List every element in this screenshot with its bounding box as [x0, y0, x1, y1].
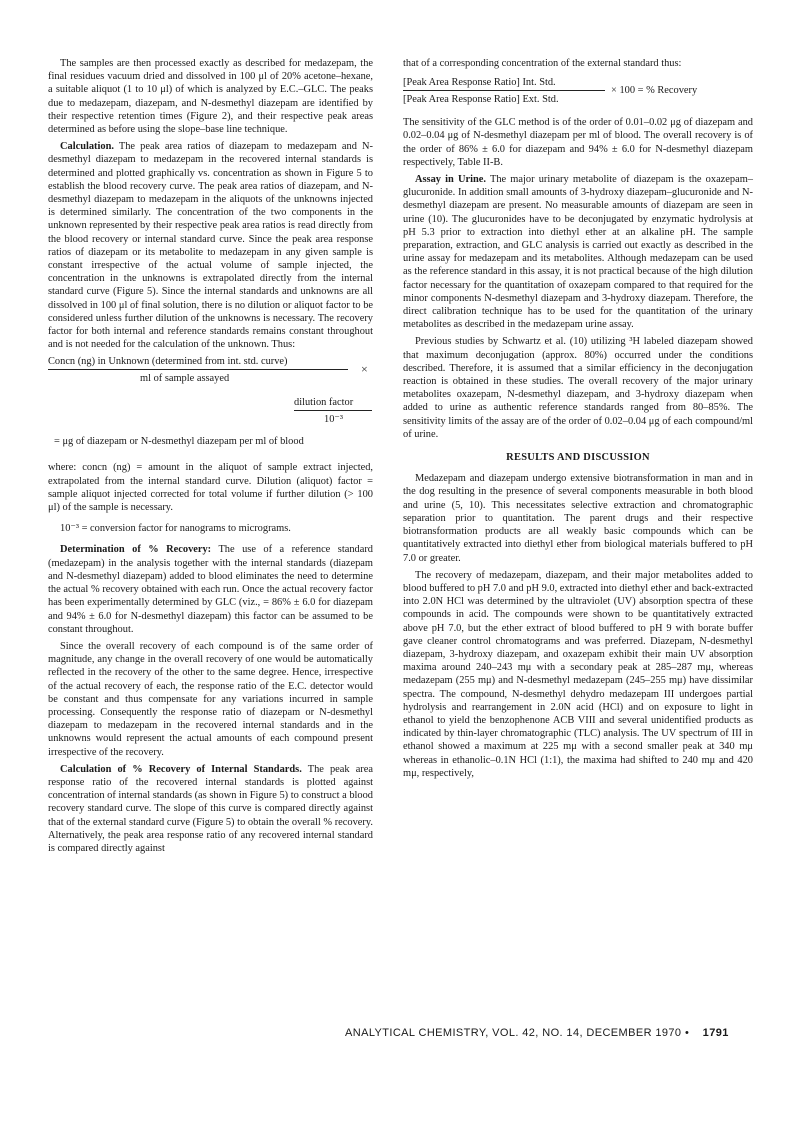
paragraph: The sensitivity of the GLC method is of the order of 0.01–0.02 μg of diazepam and 0.02–0.04 μg of N-desmethyl diazepam per ml of blood. The overall recovery is of the order of 86% ± 6.0 for diazepam and 94% ± 6.0 for N-desmethyl diazepam respectively, Table II-B. [403, 117, 753, 168]
journal-citation: ANALYTICAL CHEMISTRY, VOL. 42, NO. 14, DECEMBER 1970 [345, 1027, 682, 1039]
paragraph-text: The major urinary metabolite of diazepam is the oxazepam–glucuronide. In addition small amounts of 3-hydroxy diazepam–glucuronide and N-desmethyl diazepam are present. No measurable amounts of diazepam are seen in urine (10). The glucuronides have to be deconjugated by enzymatic hydrolysis at pH 5.3 prior to extraction into diethyl ether at an alkaline pH. The sample preparation, extraction, and GLC analysis is carried out exactly as described in the urine assay for medazepam and its metabolites. Although medazepam can be used as the reference standard in this assay, it is not practical because of the high dilution factor necessary for the quantitation of oxazepam compared to that required for the minor components N-desmethyl diazepam and 3-hydroxy diazepam. Therefore, the direct calibration technique has to be used for the quantitation of the urinary metabolites as described in the medazepam urine assay. [403, 174, 753, 331]
paragraph: Medazepam and diazepam undergo extensive biotransformation in man and in the dog resulting in the presence of several components measurable in both blood and urine (5, 10). This necessitates selective extraction and chromatographic separation prior to quantitation. The parent drugs and their respective biotransformation products are all weakly basic compounds which can be quantitatively extracted into diethyl ether from biological materials buffered to pH 7.0 or greater. [403, 473, 753, 564]
paragraph: where: concn (ng) = amount in the aliquot of sample extract injected, extrapolated from the internal standard curve. Dilution (aliquot) factor = sample aliquot injected corrected for total volume if further dilution (> 100 μl) of the sample is necessary. [48, 462, 373, 514]
paragraph [48, 763, 373, 855]
fraction-bar [48, 369, 348, 370]
paragraph: 10⁻³ = conversion factor for nanograms to micrograms. [60, 523, 291, 535]
section-heading: Calculation. [60, 141, 114, 153]
bullet-separator: • [684, 1027, 690, 1039]
page-footer [345, 1027, 755, 1039]
paragraph-text: The peak area response ratio of the recovered internal standards is plotted against concentration of internal standards (as shown in Figure 5) to construct a blood recovery standard curve. The slope of this curve is compared directly against that of the external standard curve (Figure 5) to obtain the overall % recovery. Alternatively, the peak area response ratio of any recovered internal standard is compared directly against [48, 763, 373, 854]
paragraph-text: The peak area ratios of diazepam to medazepam and N-desmethyl diazepam to medazepam in the recovered internal standards is determined and plotted graphically vs. concentration as shown in Figure 5 to establish the blood recovery curve. The peak area ratios of diazepam, and N-desmethyl diazepam to medazepam in the aliquots of the unknowns injected is determined similarly. The concentration of the two components in the unknown represented by their respective peak area ratios is read directly from the blood recovery or internal standard curve. Since the peak area response ratios of diazepam or its metabolite to medazepam in any given sample is constant irrespective of the actual volume of sample injected, the concentration in the unknowns is extrapolated directly from the internal standard curve (Figure 5). Since the internal standards and unknowns are all dissolved in 100 μl of final solution, there is no dilution or aliquot factor to be considered unless further dilution of the unknowns is necessary. The recovery factor for both internal and reference standards remains constant throughout and is not needed for the calculation of the unknown. Thus: [48, 141, 373, 351]
equation-numerator: Concn (ng) in Unknown (determined from int. std. curve) [48, 356, 288, 368]
paragraph [48, 140, 373, 351]
dilution-denominator: 10⁻³ [324, 414, 343, 426]
paragraph [48, 543, 373, 635]
paragraph: that of a corresponding concentration of the external standard thus: [403, 58, 682, 69]
paragraph: The samples are then processed exactly as described for medazepam, the final residues vacuum dried and dissolved in 100 μl of 20% acetone–hexane, a suitable aliquot (1 to 10 μl) of which is analyzed by E.C.–GLC. The peaks due to medazepam, diazepam, and N-desmethyl diazepam are identified by their respective retention times (Figure 2), and their respective peak areas determined as before using the slope–base line technique. [48, 58, 373, 136]
section-heading: Determination of % Recovery: [60, 544, 212, 556]
paragraph: Since the overall recovery of each compound is of the same order of magnitude, any change in the overall recovery of one would be automatically reflected in the recovery of the other to the same degree. Hence, irrespective of the actual recovery of each, the response ratio of the E.C. detector would be constant and thus compensate for any variations incurred in sample processing. Consequently the response ratio of diazepam or N-desmethyl diazepam to medazepam in the recovered internal standards and in the unknowns would represent the actual amounts of each compound present irrespective of the recovery. [48, 640, 373, 758]
times-sign: × [361, 362, 368, 377]
fraction-bar [294, 410, 372, 411]
paragraph-text: The use of a reference standard (medazepam) in the analysis together with the internal standards (diazepam and N-desmethyl diazepam) added to blood eliminates the need to determine the actual % recovery obtained with each run. Once the actual recovery factor has been experimentally determined by GLC (viz., = 86% ± 6.0 for diazepam and 94% ± 6.0 for N-desmethyl diazepam) this factor can be assumed to be constant throughout. [48, 544, 373, 635]
section-heading: Assay in Urine. [415, 174, 486, 186]
fraction-bar [403, 90, 605, 91]
right-column [403, 57, 753, 784]
equation-denominator: ml of sample assayed [140, 373, 230, 385]
equation-result: = μg of diazepam or N-desmethyl diazepam per ml of blood [54, 436, 304, 448]
equation-tail: × 100 = % Recovery [611, 85, 698, 97]
page-number: 1791 [702, 1027, 729, 1039]
left-column [48, 57, 373, 859]
results-heading: RESULTS AND DISCUSSION [506, 452, 650, 464]
equation-numerator: [Peak Area Response Ratio] Int. Std. [403, 77, 556, 89]
dilution-numerator: dilution factor [294, 397, 354, 409]
concentration-equation [48, 355, 373, 455]
section-heading: Calculation of % Recovery of Internal Standards. [60, 763, 302, 775]
equation-denominator: [Peak Area Response Ratio] Ext. Std. [403, 94, 559, 106]
paragraph: The recovery of medazepam, diazepam, and their major metabolites added to blood buffered to pH 7.0 and pH 9.0, extracted into diethyl ether and back-extracted into 2.0N HCl was determined by the ultraviolet (UV) absorption spectra of these compounds in acid. The compounds were shown to be quantitatively extracted above pH 7.0, but the ether extract of blood buffered to pH 9 with borate buffer gave cleaner control chromatograms and was preferred. Diazepam, N-desmethyl diazepam, 3-hydroxy diazepam, and oxazepam exhibit their main UV absorption maxima around 240–243 mμ with a secondary peak at 285–287 mμ, whereas medazepam (255 mμ) and N-desmethyl medazepam (245–255 mμ) have dissimilar spectra. The compound, N-desmethyl dehydro medazepam III undergoes partial hydrolysis and rearrangement in 2.0N acid (HCl) and on exposure to light in ethanol to yield the benzophenone ACB VIII and several unidentified products as indicated by thin-layer chromatographic (TLC) analysis. The UV spectrum of III in ethanol showed a maximum at 225 mμ with a second smaller peak at 340 mμ whereas in ethanolic–0.1N HCl (1:1), the maxima had shifted to 240 mμ and 420 mμ, respectively, [403, 569, 753, 779]
paragraph: Previous studies by Schwartz et al. (10) utilizing ³H labeled diazepam showed that maximum deconjugation (approx. 80%) occurred under the conditions described. Therefore, it is assumed that a similar efficiency in the deconjugation reaction is obtained in these studies. The overall recovery of the major urinary metabolites oxazepam, N-desmethyl diazepam, and 3-hydroxy diazepam when added to urine as authentic reference standards ranged from 80–85%. The sensitivity limits of the assay are of the order of 0.02–0.04 μg of each compound/ml of urine. [403, 336, 753, 440]
recovery-equation [403, 76, 753, 110]
paragraph [403, 173, 753, 331]
